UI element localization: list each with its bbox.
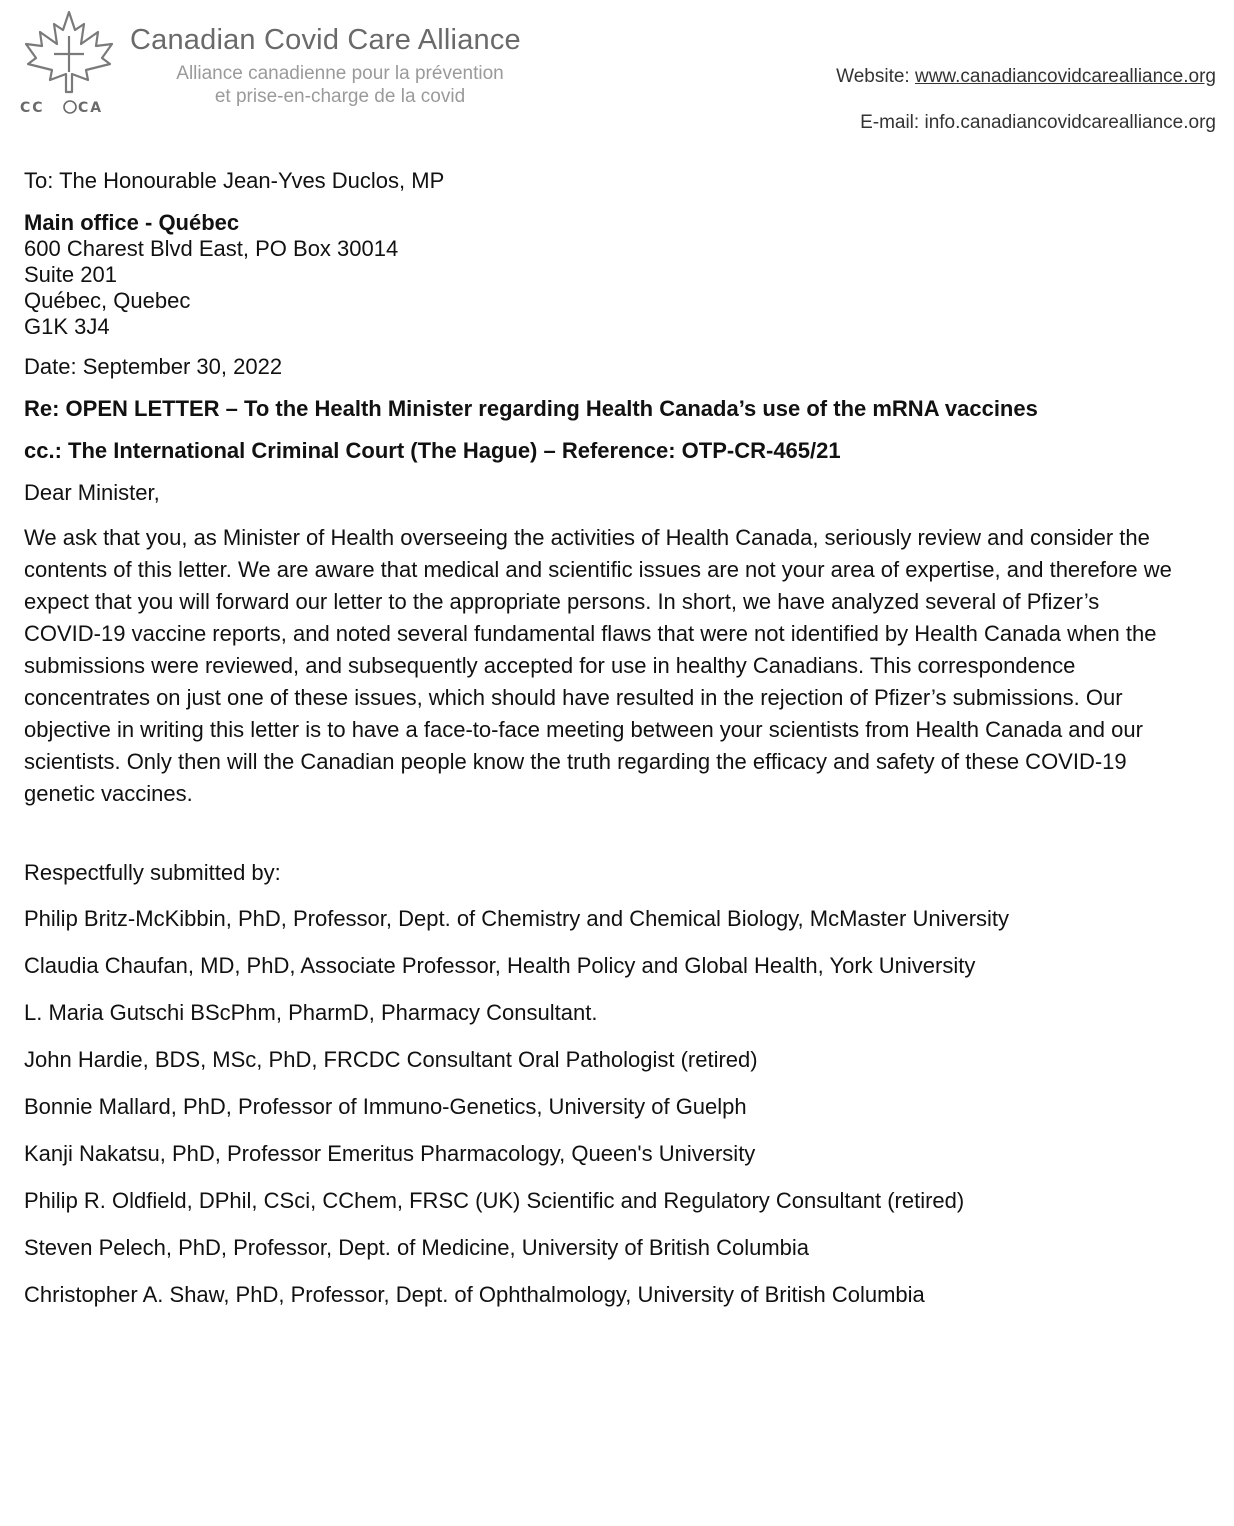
signatory-item: Bonnie Mallard, PhD, Professor of Immuno-Genetics, University of Guelph [24, 1094, 747, 1119]
letter-body [24, 168, 1174, 1329]
recipient-line: To: The Honourable Jean-Yves Duclos, MP [24, 168, 445, 193]
svg-text:CC: CC [20, 100, 45, 116]
signatory-item: Claudia Chaufan, MD, PhD, Associate Professor, Health Policy and Global Health, York University [24, 953, 976, 978]
svg-text:CA: CA [78, 100, 104, 116]
address-line: Québec, Quebec [24, 288, 191, 313]
address-line: 600 Charest Blvd East, PO Box 30014 [24, 236, 399, 261]
contact-website [836, 66, 1216, 88]
signatory-list [24, 906, 1174, 1308]
maple-leaf-icon [18, 6, 120, 116]
email-label: E-mail: [860, 112, 925, 133]
org-name: Canadian Covid Care Alliance [130, 24, 521, 56]
signatory-item: John Hardie, BDS, MSc, PhD, FRCDC Consultant Oral Pathologist (retired) [24, 1047, 758, 1072]
website-link[interactable]: www.canadiancovidcarealliance.org [914, 66, 1216, 87]
office-title: Main office - Québec [24, 210, 240, 235]
body-paragraph: We ask that you, as Minister of Health overseeing the activities of Health Canada, seriously review and consider the contents of this letter. We are aware that medical and scientific issues are not your area of expertise, and therefore we expect that you will forward our letter to the appropriate persons. In short, we have analyzed several of Pfizer’s COVID-19 vaccine reports, and noted several fundamental flaws that were not identified by Health Canada when the submissions were reviewed, and subsequently accepted for use in healthy Canadians. This correspondence concentrates on just one of these issues, which should have resulted in the rejection of Pfizer’s submissions. Our objective in writing this letter is to have a face-to-face meeting between your scientists from Health Canada and our scientists. Only then will the Canadian people know the truth regarding the efficacy and safety of these COVID-19 genetic vaccines. [24, 525, 1172, 806]
subject-line: Re: OPEN LETTER – To the Health Minister regarding Health Canada’s use of the mRNA vaccines [24, 396, 1038, 421]
website-label: Website: [836, 66, 915, 87]
org-name-french [120, 62, 560, 108]
signatory-item: Steven Pelech, PhD, Professor, Dept. of Medicine, University of British Columbia [24, 1235, 810, 1260]
org-name-french-line-1: Alliance canadienne pour la prévention [176, 63, 504, 84]
contact-email [860, 112, 1216, 134]
signatory-item: Philip Britz-McKibbin, PhD, Professor, Dept. of Chemistry and Chemical Biology, McMaster University [24, 906, 1010, 931]
signatory-item: Christopher A. Shaw, PhD, Professor, Dept. of Ophthalmology, University of British Columbia [24, 1282, 925, 1307]
signatory-item: Kanji Nakatsu, PhD, Professor Emeritus Pharmacology, Queen's University [24, 1141, 756, 1166]
signatory-item: Philip R. Oldfield, DPhil, CSci, CChem, FRSC (UK) Scientific and Regulatory Consultant (retired) [24, 1188, 965, 1213]
office-address [24, 210, 1174, 340]
salutation: Dear Minister, [24, 480, 160, 505]
address-line: G1K 3J4 [24, 314, 110, 339]
submitted-by-label: Respectfully submitted by: [24, 860, 281, 885]
signatory-item: L. Maria Gutschi BScPhm, PharmD, Pharmacy Consultant. [24, 1000, 598, 1025]
org-name-french-line-2: et prise-en-charge de la covid [214, 86, 466, 107]
date-line: Date: September 30, 2022 [24, 354, 283, 379]
address-line: Suite 201 [24, 262, 117, 287]
email-value: info.canadiancovidcarealliance.org [924, 112, 1216, 133]
cc-line: cc.: The International Criminal Court (The Hague) – Reference: OTP-CR-465/21 [24, 438, 841, 463]
